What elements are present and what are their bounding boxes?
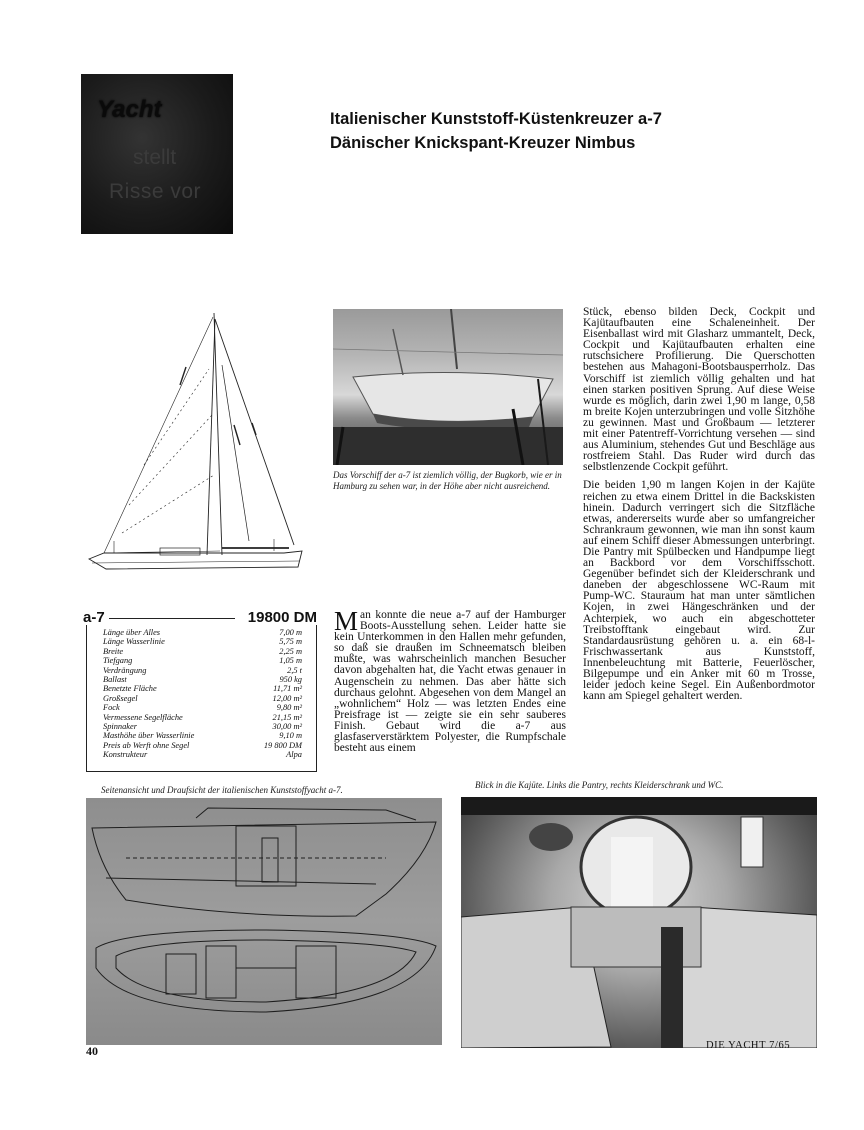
spec-value: 19 800 DM xyxy=(263,740,302,750)
spec-row xyxy=(103,675,302,684)
magazine-logo-block xyxy=(81,74,233,234)
cabin-photo-caption: Blick in die Kajüte. Links die Pantry, rechts Kleiderschrank und WC. xyxy=(475,780,724,790)
plan-drawing-caption: Seitenansicht und Draufsicht der italienischen Kunststoffyacht a-7. xyxy=(101,785,343,795)
bow-photo-caption: Das Vorschiff der a-7 ist ziemlich völlig, der Bugkorb, wie er in Hamburg zu sehen war, in der Höhe aber nicht ausreichend. xyxy=(333,470,562,491)
spec-value: 21,15 m² xyxy=(272,712,302,722)
logo-text-line-3: Risse vor xyxy=(109,180,202,203)
drop-cap: M xyxy=(334,606,359,636)
spec-value: 7,00 m xyxy=(279,628,302,637)
spec-row xyxy=(103,666,302,675)
spec-value: 12,00 m² xyxy=(272,693,302,703)
headline-secondary: Dänischer Knickspant-Kreuzer Nimbus xyxy=(330,134,636,152)
spec-row xyxy=(103,684,302,693)
spec-label: Tiefgang xyxy=(103,656,133,666)
spec-label: Länge über Alles xyxy=(103,628,161,637)
spec-row xyxy=(103,713,302,722)
spec-header-rule xyxy=(109,618,235,619)
spec-label: Spinnaker xyxy=(103,722,137,731)
spec-row xyxy=(103,647,302,656)
headline-primary: Italienischer Kunststoff-Küstenkreuzer a-7 xyxy=(330,110,662,128)
article-paragraph: Die beiden 1,90 m langen Kojen in der Kajüte reichen zu etwa einem Drittel in die Backskisten hinein. Dadurch verringert sich die Sitzfläche etwas, andererseits wurde aber so umfangreicher Schrankraum gewonnen, wie man ihn sonst kaum auf einem Schiff dieser Abmessungen unterbringt. Die Pantry mit Spülbecken und Handpumpe liegt an Backbord vor dem Vorschiffsschott. Gegenüber befindet sich der Kleiderschrank und daneben der abgeschlossene WC-Raum mit Pump-WC. Stauraum hat man unter sämtlichen Kojen, in zwei Hängeschränken und der Achterpiek, wo auch ein abgeschotteter Treibstofftank eingebaut wird. Zur Standardausrüstung gehören u. a. ein 68-l-Frischwassertank aus Kunststoff, Innenbeleuchtung mit Batterie, Feuerlöscher, Bilgepumpe und ein Anker mit 60 m Trosse, leider jedoch keine Segel. Ein Außenbordmotor kann am Spiegel gehaltert werden. xyxy=(583,479,815,703)
page-number: 40 xyxy=(86,1044,98,1058)
spec-label: Fock xyxy=(103,703,120,713)
spec-value: 30,00 m² xyxy=(272,722,302,731)
spec-label: Ballast xyxy=(103,675,127,684)
spec-label: Masthöhe über Wasserlinie xyxy=(103,731,195,741)
article-text: an konnte die neue a-7 auf der Hamburger Boots-Ausstellung sehen. Leider hatte sie kein Unterkommen in den Hallen mehr gefunden, so daß sie draußen im Schneematsch bleiben mußte, was wahrscheinlich manchen Besucher davon abgehalten hat, die Yacht etwas genauer in Augenschein zu nehmen. Das aber hätte sich durchaus gelohnt. Abgesehen von dem Mangel an „wohnlichem“ Holz — was letzten Endes eine Preisfrage ist — zeigte sie ein sehr sauberes Finish. Gebaut wird die a-7 aus glasfaserverstärktem Polyester, die Rumpfschale besteht aus einem xyxy=(334,609,566,755)
publication-footer: DIE YACHT 7/65 xyxy=(706,1040,791,1051)
cabin-interior-photo xyxy=(461,797,817,1048)
spec-label: Großsegel xyxy=(103,693,138,703)
cabin-photo-image xyxy=(461,797,817,1048)
article-paragraph: Stück, ebenso bilden Deck, Cockpit und Kajütaufbauten eine Schaleneinheit. Der Eisenballast wird mit Glasharz ummantelt, Deck, Cockpit und Kajütaufbauten erhalten eine rutschsichere Profilierung. Die Querschotten bestehen aus Mahagoni-Bootsbausperrholz. Das Vorschiff ist ziemlich völlig gehalten und hat einen starken positiven Sprung. Auf diese Weise wurde es möglich, darin zwei 1,90 m lange, 0,58 m breite Kojen unterzubringen und volle Sitzhöhe zu gewinnen. Mast und Großbaum — letzterer mit einer Patentreff-Vorrichtung versehen — sind aus Aluminium, stehendes Gut und Beschläge aus rostfreiem Stahl. Das Ruder wird durch das selbstlenzende Cockpit geführt. xyxy=(583,306,815,474)
spec-value: 2,25 m xyxy=(279,646,302,656)
spec-table xyxy=(86,625,317,772)
article-paragraph xyxy=(334,606,566,755)
spec-row xyxy=(103,722,302,731)
spec-value: 9,80 m² xyxy=(276,703,302,713)
spec-label: Länge Wasserlinie xyxy=(103,637,165,647)
sail-plan-drawing xyxy=(84,305,334,585)
spec-label: Verdrängung xyxy=(103,665,147,675)
spec-row xyxy=(103,628,302,637)
bow-photo xyxy=(333,309,563,465)
hull-plan-drawing xyxy=(86,798,442,1045)
spec-value: 950 kg xyxy=(279,675,302,684)
article-column-right xyxy=(583,307,815,709)
spec-boat-name: a-7 xyxy=(83,609,105,626)
article-column-middle xyxy=(334,606,566,761)
spec-value: 2,5 t xyxy=(287,665,302,675)
spec-label: Vermessene Segelfläche xyxy=(103,712,183,722)
spec-value: 1,05 m xyxy=(279,656,302,666)
hull-plan-image xyxy=(86,798,442,1045)
spec-value: 9,10 m xyxy=(279,731,302,741)
spec-row xyxy=(103,731,302,740)
spec-row xyxy=(103,741,302,750)
bow-photo-image xyxy=(333,309,563,465)
spec-row xyxy=(103,656,302,665)
logo-text-line-2: stellt xyxy=(133,146,177,169)
spec-label: Breite xyxy=(103,646,124,656)
spec-value: 5,75 m xyxy=(279,637,302,647)
spec-row xyxy=(103,703,302,712)
spec-label: Konstrukteur xyxy=(103,750,148,760)
spec-value: Alpa xyxy=(286,750,302,760)
spec-value: 11,71 m² xyxy=(273,684,302,694)
spec-price: 19800 DM xyxy=(247,609,317,626)
spec-label: Preis ab Werft ohne Segel xyxy=(103,740,190,750)
spec-label: Benetzte Fläche xyxy=(103,684,157,694)
logo-text-line-1: Yacht xyxy=(97,96,162,123)
spec-row xyxy=(103,637,302,646)
spec-row xyxy=(103,694,302,703)
spec-row xyxy=(103,750,302,759)
